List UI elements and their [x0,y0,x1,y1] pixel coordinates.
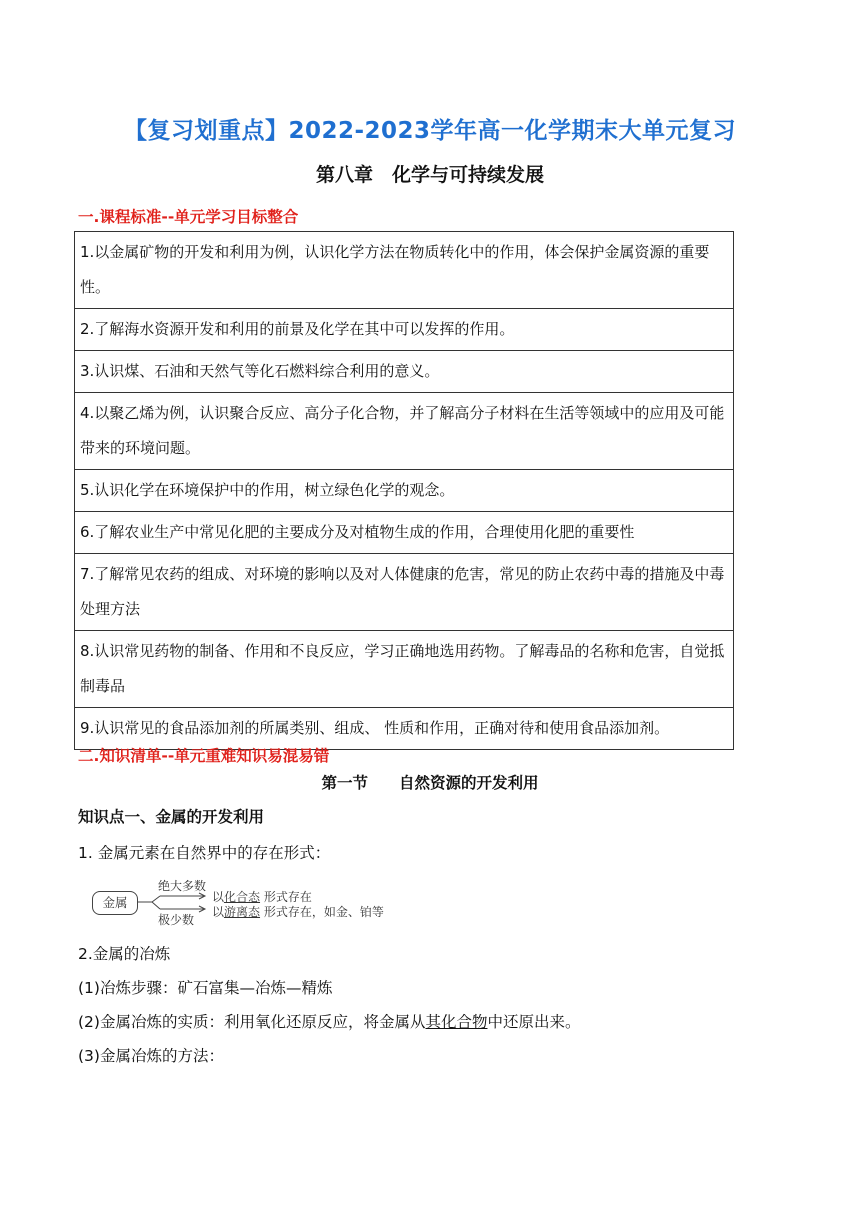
table-row [75,512,734,554]
upper-suffix: 形式存在 [260,890,312,904]
item-metal-smelting: 2.金属的冶炼 [78,945,171,963]
item-smelting-methods: (3)金属冶炼的方法： [78,1047,224,1065]
essence-text-before: (2)金属冶炼的实质：利用氧化还原反应，将金属从 [78,1013,426,1031]
item-smelting-steps: (1)冶炼步骤：矿石富集—冶炼—精炼 [78,979,333,997]
table-row [75,393,734,470]
table-row [75,351,734,393]
metal-box: 金属 [92,891,138,915]
lower-arrow-label: 极少数 [158,913,195,927]
essence-underlined-term: 其化合物 [425,1013,488,1031]
table-row [75,554,734,631]
section-heading-knowledge-list: 二.知识清单--单元重难知识易混易错 [78,747,330,765]
metal-existence-diagram [90,877,410,927]
goal-cell: 5.认识化学在环境保护中的作用，树立绿色化学的观念。 [75,470,734,512]
table-row [75,631,734,708]
essence-text-after: 中还原出来。 [487,1013,581,1031]
goal-cell: 8.认识常见药物的制备、作用和不良反应，学习正确地选用药物。了解毒品的名称和危害，自觉抵制毒品 [75,631,734,708]
compound-state-term: 化合态 [224,890,261,904]
free-state-term: 游离态 [224,905,261,919]
subsection-title: 第一节 自然资源的开发利用 [321,774,539,792]
goal-cell: 2.了解海水资源开发和利用的前景及化学在其中可以发挥的作用。 [75,309,734,351]
table-row [75,470,734,512]
knowledge-point-heading: 知识点一、金属的开发利用 [78,808,265,826]
item-smelting-essence [78,1010,581,1032]
lower-result [212,903,384,920]
goal-cell: 3.认识煤、石油和天然气等化石燃料综合利用的意义。 [75,351,734,393]
main-title: 【复习划重点】2022-2023学年高一化学期末大单元复习 [123,118,737,144]
goal-cell: 1.以金属矿物的开发和利用为例，认识化学方法在物质转化中的作用，体会保护金属资源的重要性。 [75,232,734,309]
learning-goals-table [74,231,734,750]
lower-suffix: 形式存在，如金、铂等 [260,905,384,919]
table-row [75,232,734,309]
chapter-title: 第八章 化学与可持续发展 [315,164,544,186]
table-row [75,309,734,351]
goal-cell: 9.认识常见的食品添加剂的所属类别、组成、 性质和作用，正确对待和使用食品添加剂。 [75,708,734,750]
goal-cell: 4.以聚乙烯为例，认识聚合反应、高分子化合物，并了解高分子材料在生活等领域中的应用及可能带来的环境问题。 [75,393,734,470]
goal-cell: 7.了解常见农药的组成、对环境的影响以及对人体健康的危害，常见的防止农药中毒的措施及中毒处理方法 [75,554,734,631]
upper-arrow-label: 绝大多数 [158,879,207,893]
item-existence-forms: 1. 金属元素在自然界中的存在形式： [78,844,331,862]
lower-prefix: 以 [212,905,225,919]
upper-prefix: 以 [212,890,225,904]
goal-cell: 6.了解农业生产中常见化肥的主要成分及对植物生成的作用，合理使用化肥的重要性 [75,512,734,554]
section-heading-course-standards: 一.课程标准--单元学习目标整合 [78,208,299,226]
